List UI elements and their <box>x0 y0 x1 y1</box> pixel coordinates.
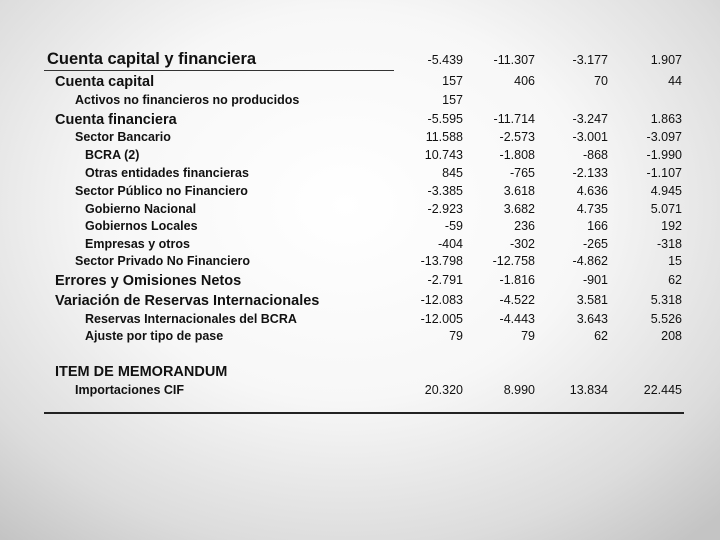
row-label: Sector Público no Financiero <box>75 184 248 198</box>
table-row <box>0 202 720 220</box>
row-label: Gobierno Nacional <box>85 202 197 216</box>
memo-row <box>0 383 720 401</box>
row-label: Reservas Internacionales del BCRA <box>85 312 297 326</box>
row-value: 4.636 <box>576 184 608 198</box>
row-value: -2.923 <box>427 202 463 216</box>
row-value: -12.758 <box>492 254 535 268</box>
row-value: -4.862 <box>572 254 608 268</box>
row-label: Sector Bancario <box>75 130 171 144</box>
row-value: 10.743 <box>424 148 463 162</box>
row-value: -3.097 <box>646 130 682 144</box>
row-value: 70 <box>594 74 608 88</box>
table-row <box>0 130 720 148</box>
row-value: -765 <box>509 166 535 180</box>
row-value: -4.443 <box>499 312 535 326</box>
row-label: Gobiernos Locales <box>85 219 198 233</box>
row-label: Empresas y otros <box>85 237 190 251</box>
row-value: -318 <box>656 237 682 251</box>
table-row <box>0 293 720 311</box>
row-label: Sector Privado No Financiero <box>75 254 251 268</box>
row-value: -2.133 <box>572 166 608 180</box>
table-row <box>0 74 720 92</box>
row-value: 15 <box>668 254 682 268</box>
row-value: 79 <box>521 329 535 343</box>
row-value: 236 <box>514 219 535 233</box>
row-value: 44 <box>668 74 682 88</box>
table-row <box>0 273 720 291</box>
row-value: -1.816 <box>499 273 535 287</box>
row-value: -1.990 <box>646 148 682 162</box>
row-label: Cuenta capital <box>55 74 155 90</box>
row-value: -59 <box>444 219 463 233</box>
memo-value: 22.445 <box>643 383 682 397</box>
row-value: 192 <box>661 219 682 233</box>
row-label: Ajuste por tipo de pase <box>85 329 224 343</box>
row-value: -2.791 <box>427 273 463 287</box>
row-value: 208 <box>661 329 682 343</box>
table-row <box>0 312 720 330</box>
row-value: -3.247 <box>572 112 608 126</box>
row-value: 3.581 <box>576 293 608 307</box>
table-row <box>0 93 720 111</box>
row-value: -2.573 <box>499 130 535 144</box>
memo-value: 20.320 <box>424 383 463 397</box>
table-row <box>0 237 720 255</box>
memo-value: 8.990 <box>503 383 535 397</box>
memo-heading-row <box>0 364 720 382</box>
row-value: -868 <box>582 148 608 162</box>
row-value: 79 <box>449 329 463 343</box>
title-value: 1.907 <box>650 53 682 67</box>
row-value: -11.714 <box>493 112 535 126</box>
row-value: -302 <box>509 237 535 251</box>
table-row <box>0 166 720 184</box>
row-value: -5.595 <box>427 112 463 126</box>
bottom-rule <box>44 412 684 414</box>
row-value: 3.682 <box>503 202 535 216</box>
row-value: -12.005 <box>420 312 463 326</box>
row-value: -3.385 <box>427 184 463 198</box>
table-row <box>0 329 720 347</box>
row-value: 3.618 <box>503 184 535 198</box>
row-value: -1.808 <box>499 148 535 162</box>
row-value: 4.945 <box>650 184 682 198</box>
table-row <box>0 219 720 237</box>
row-value: 845 <box>442 166 463 180</box>
row-value: 5.526 <box>650 312 682 326</box>
title-value: -5.439 <box>427 53 463 67</box>
title-value: -3.177 <box>572 53 608 67</box>
table-row <box>0 148 720 166</box>
row-value: -1.107 <box>646 166 682 180</box>
row-value: 62 <box>668 273 682 287</box>
row-value: 3.643 <box>576 312 608 326</box>
row-value: 406 <box>514 74 535 88</box>
row-value: 157 <box>442 93 463 107</box>
title-row <box>0 53 720 71</box>
row-value: -3.001 <box>572 130 608 144</box>
row-value: 157 <box>442 74 463 88</box>
row-value: 5.071 <box>650 202 682 216</box>
row-value: -265 <box>582 237 608 251</box>
row-value: -13.798 <box>420 254 463 268</box>
table-title: Cuenta capital y financiera <box>47 50 257 68</box>
memo-heading: ITEM DE MEMORANDUM <box>55 364 228 380</box>
row-label: BCRA (2) <box>85 148 140 162</box>
title-value: -11.307 <box>493 53 535 67</box>
row-value: -404 <box>437 237 463 251</box>
memo-value: 13.834 <box>569 383 608 397</box>
row-value: 62 <box>594 329 608 343</box>
row-value: -4.522 <box>499 293 535 307</box>
row-label: Variación de Reservas Internacionales <box>55 293 320 309</box>
row-label: Activos no financieros no producidos <box>75 93 300 107</box>
row-value: 166 <box>587 219 608 233</box>
memo-label: Importaciones CIF <box>75 383 185 397</box>
row-value: 1.863 <box>650 112 682 126</box>
row-value: 5.318 <box>650 293 682 307</box>
table-row <box>0 112 720 130</box>
table-row <box>0 184 720 202</box>
row-value: 4.735 <box>576 202 608 216</box>
row-label: Otras entidades financieras <box>85 166 249 180</box>
row-label: Errores y Omisiones Netos <box>55 273 242 289</box>
row-value: -12.083 <box>420 293 463 307</box>
row-value: 11.588 <box>425 130 463 144</box>
row-label: Cuenta financiera <box>55 112 177 128</box>
row-value: -901 <box>582 273 608 287</box>
table-row <box>0 254 720 272</box>
